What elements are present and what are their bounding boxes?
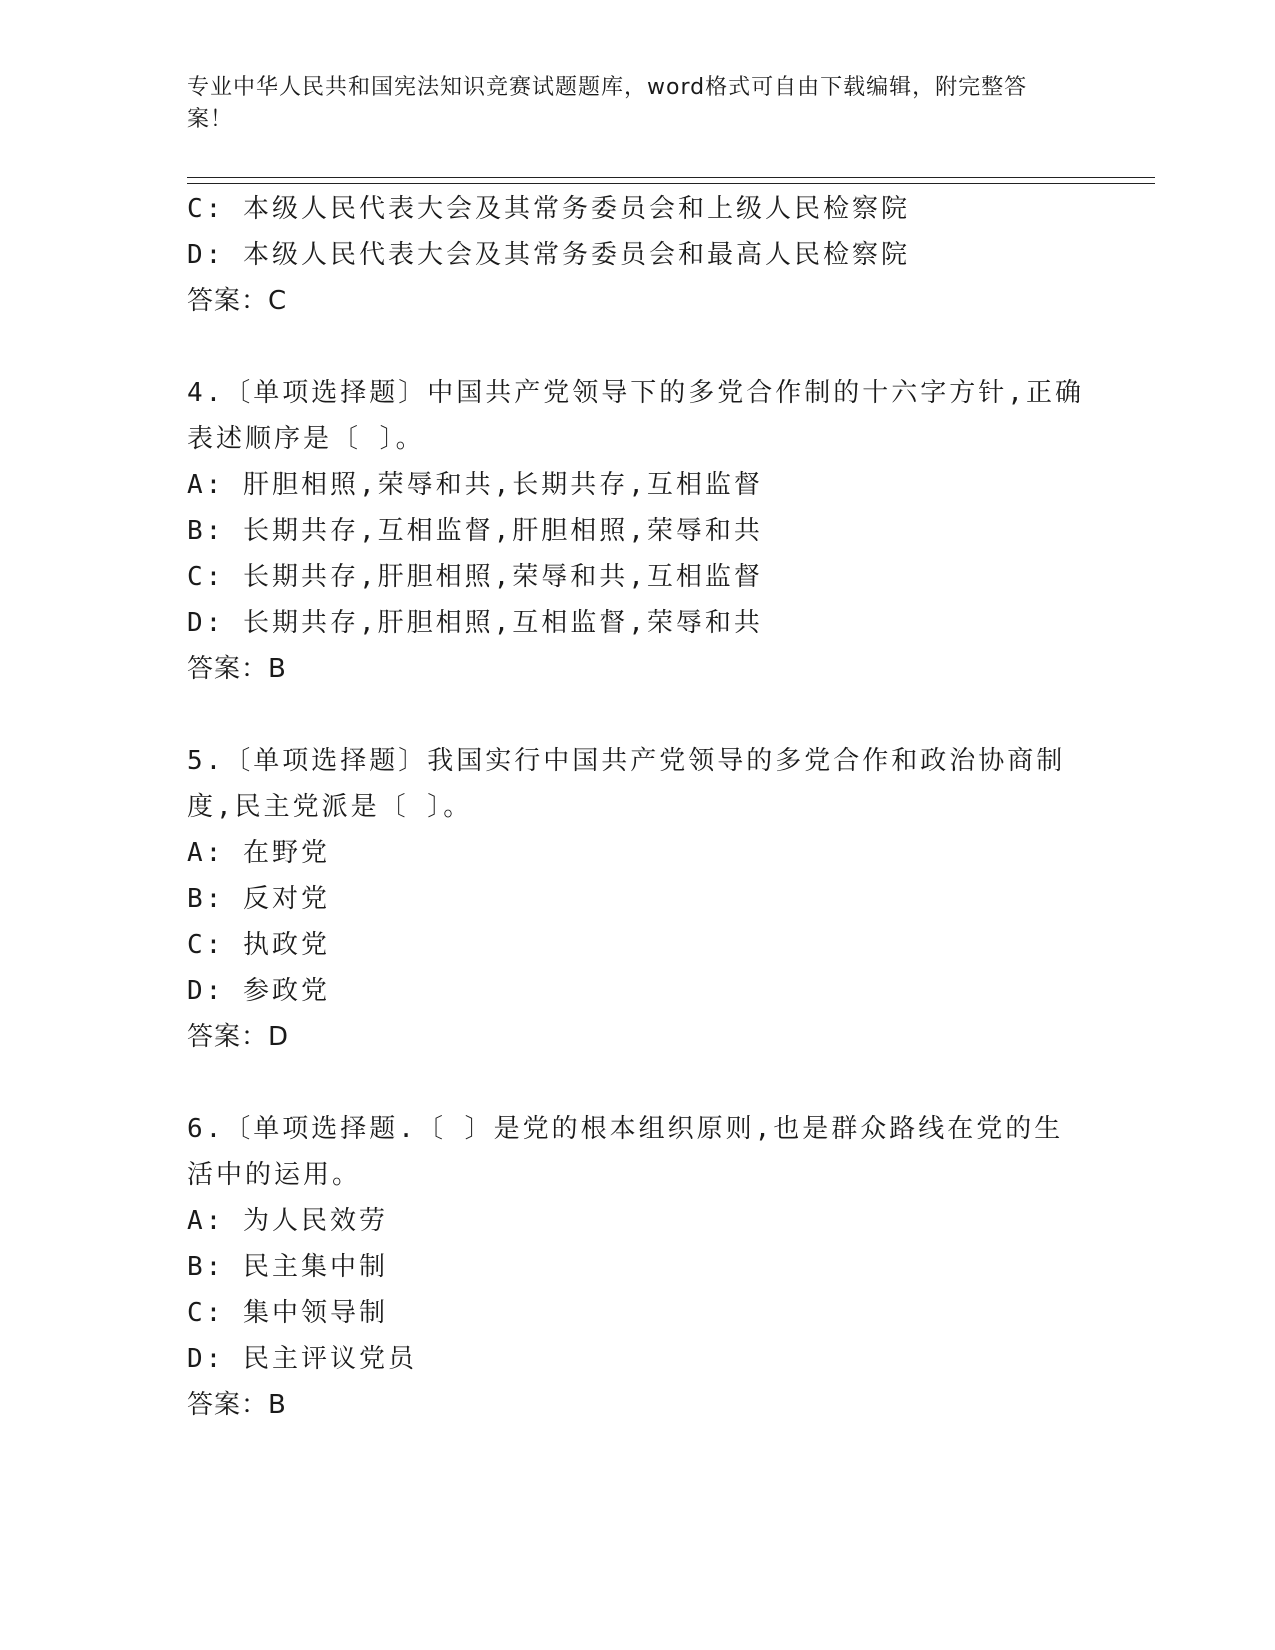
question-3 [187, 186, 1087, 324]
option-c: C: 执政党 [187, 930, 330, 960]
answer-line: 答案：C [187, 286, 288, 316]
option-c: C: 集中领导制 [187, 1298, 388, 1328]
spacer [187, 692, 1087, 738]
option-d: D: 长期共存,肝胆相照,互相监督,荣辱和共 [187, 608, 763, 638]
question-5 [187, 738, 1087, 1060]
option-a: A: 在野党 [187, 838, 330, 868]
header-rule-top [187, 177, 1155, 178]
option-d: D: 本级人民代表大会及其常务委员会和最高人民检察院 [187, 240, 910, 270]
option-a: A: 为人民效劳 [187, 1206, 388, 1236]
option-b: B: 反对党 [187, 884, 330, 914]
document-header: 专业中华人民共和国宪法知识竞赛试题题库，word格式可自由下载编辑，附完整答案！ [187, 75, 1028, 132]
question-text-cont: 活中的运用。 [187, 1160, 362, 1190]
option-c: C: 本级人民代表大会及其常务委员会和上级人民检察院 [187, 194, 910, 224]
question-list [187, 186, 1087, 1428]
option-d: D: 民主评议党员 [187, 1344, 417, 1374]
option-c: C: 长期共存,肝胆相照,荣辱和共,互相监督 [187, 562, 763, 592]
option-d: D: 参政党 [187, 976, 330, 1006]
answer-line: 答案：B [187, 1390, 287, 1420]
spacer [187, 324, 1087, 370]
question-text: 6.〔单项选择题.〔 〕是党的根本组织原则,也是群众路线在党的生 [187, 1114, 1064, 1144]
question-text: 4.〔单项选择题〕中国共产党领导下的多党合作制的十六字方针,正确 [187, 378, 1084, 408]
question-text: 5.〔单项选择题〕我国实行中国共产党领导的多党合作和政治协商制 [187, 746, 1066, 776]
question-6 [187, 1106, 1087, 1428]
question-text-cont: 表述顺序是〔 〕。 [187, 424, 425, 454]
option-b: B: 民主集中制 [187, 1252, 388, 1282]
option-a: A: 肝胆相照,荣辱和共,长期共存,互相监督 [187, 470, 763, 500]
question-text-cont: 度,民主党派是〔 〕。 [187, 792, 473, 822]
option-b: B: 长期共存,互相监督,肝胆相照,荣辱和共 [187, 516, 763, 546]
spacer [187, 1060, 1087, 1106]
answer-line: 答案：D [187, 1022, 290, 1052]
header-rule-bottom [187, 183, 1155, 184]
question-4 [187, 370, 1087, 692]
answer-line: 答案：B [187, 654, 287, 684]
